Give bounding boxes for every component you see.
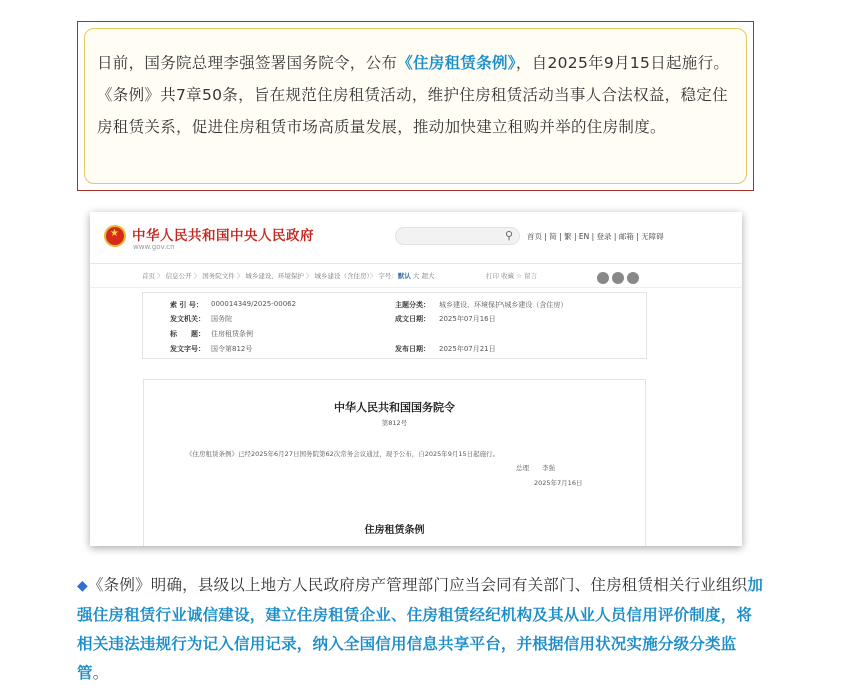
gov-header <box>90 212 742 264</box>
page-tools[interactable]: 打印 收藏 ☆ 留言 <box>486 272 538 280</box>
written-date-value: 2025年07月16日 <box>439 315 496 323</box>
share-icons <box>597 269 642 288</box>
bottom-lead: 《条例》明确，县级以上地方人民政府房产管理部门应当会同有关部门、住房租赁相关行业组织 <box>87 576 748 594</box>
issuer-label: 发文机关： <box>170 315 205 323</box>
meta-row <box>143 344 646 358</box>
document-metadata <box>142 292 647 359</box>
gov-website-screenshot <box>90 212 742 546</box>
intro-card <box>84 28 747 184</box>
font-size-options[interactable]: 大 超大 <box>410 272 435 280</box>
meta-row <box>143 329 646 343</box>
intro-frame <box>77 21 754 191</box>
index-label: 索 引 号： <box>170 301 203 309</box>
national-emblem-icon <box>104 225 126 247</box>
intro-paragraph <box>97 47 732 143</box>
decree-signature: 总理 李强 <box>516 464 555 472</box>
intro-text-after: ，自2025年9月15日起施行。《条例》共7章50条，旨在规范住房租赁活动，维护住房租赁活动当事人合法权益，稳定住房租赁关系，促进住房租赁市场高质量发展，推动加快建立租购并举的住房制度。 <box>97 54 730 136</box>
breadcrumb[interactable] <box>142 271 435 280</box>
docno-label: 发文字号： <box>170 345 205 353</box>
topic-label: 主题分类： <box>395 301 430 309</box>
font-size-default[interactable]: 默认 <box>397 272 411 280</box>
meta-row <box>143 314 646 328</box>
breadcrumb-path[interactable]: 首页 〉 信息公开 〉 国务院文件 〉 城乡建设、环境保护 〉 城乡建设（含住房）〉 字号： <box>142 272 398 280</box>
docno-value: 国令第812号 <box>211 345 253 353</box>
published-date-label: 发布日期： <box>395 345 430 353</box>
diamond-bullet-icon: ◆ <box>77 578 88 594</box>
search-icon[interactable]: ⚲ <box>504 229 513 242</box>
intro-text-before: 日前，国务院总理李强签署国务院令，公布 <box>97 54 398 72</box>
index-value: 000014349/2025-00062 <box>211 300 297 308</box>
decree-title: 中华人民共和国国务院令 <box>334 401 455 414</box>
regulation-link[interactable]: 《住房租赁条例》 <box>397 54 516 72</box>
qzone-share-icon[interactable] <box>627 272 639 284</box>
top-links[interactable]: 首页 | 简 | 繁 | EN | 登录 | 邮箱 | 无障碍 <box>527 232 664 241</box>
weibo-share-icon[interactable] <box>612 272 624 284</box>
site-title: 中华人民共和国中央人民政府 <box>132 228 314 244</box>
published-date-value: 2025年07月21日 <box>439 345 496 353</box>
topic-value: 城乡建设、环境保护\城乡建设（含住房） <box>439 301 568 309</box>
title-value: 住房租赁条例 <box>211 330 253 338</box>
site-url: www.gov.cn <box>133 243 175 251</box>
decree-number: 第812号 <box>381 419 408 427</box>
search-input[interactable] <box>395 227 520 245</box>
issuer-value: 国务院 <box>211 315 232 323</box>
wechat-share-icon[interactable] <box>597 272 609 284</box>
nav-bar <box>90 264 742 288</box>
bottom-highlight: 加强住房租赁行业诚信建设，建立住房租赁企业、住房租赁经纪机构及其从业人员信用评价制度，将相关违法违规行为记入信用记录，纳入全国信用信息共享平台，并根据信用状况实施分级分类监管 <box>77 576 764 682</box>
meta-row <box>143 300 646 314</box>
document-body <box>143 379 646 546</box>
decree-date: 2025年7月16日 <box>534 479 583 487</box>
decree-text: 《住房租赁条例》已经2025年6月27日国务院第62次常务会议通过，现予公布，自2025年9月15日起施行。 <box>186 450 500 458</box>
written-date-label: 成文日期： <box>395 315 430 323</box>
bottom-paragraph <box>77 571 767 688</box>
bottom-end: 。 <box>92 664 109 682</box>
title-label: 标 题： <box>170 330 205 338</box>
regulation-title: 住房租赁条例 <box>364 525 425 536</box>
